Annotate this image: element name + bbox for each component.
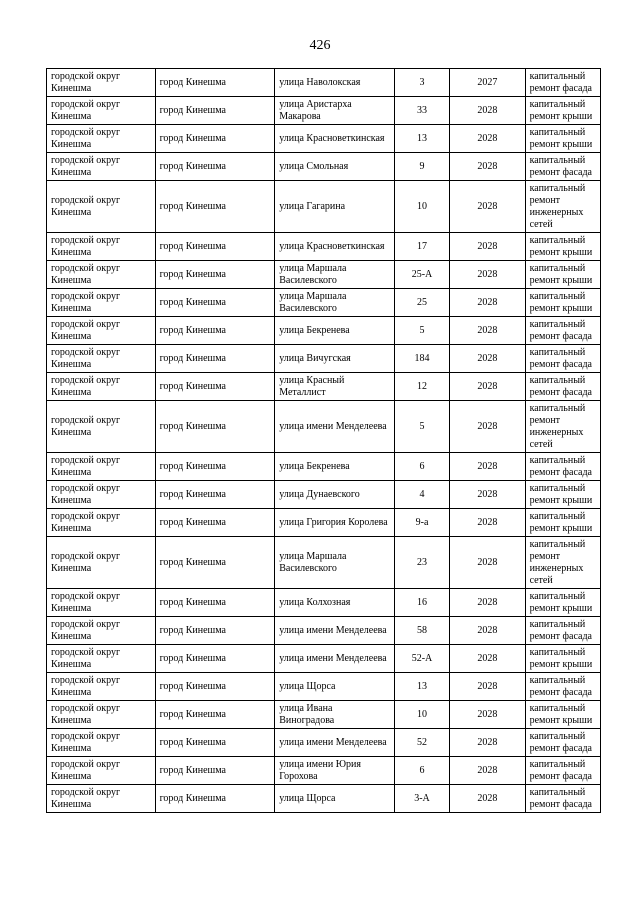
cell-house-number: 10 xyxy=(394,701,449,729)
cell-street: улица Гагарина xyxy=(275,181,395,233)
cell-settlement: город Кинешма xyxy=(155,401,275,453)
cell-settlement: город Кинешма xyxy=(155,289,275,317)
cell-municipality: городской округ Кинешма xyxy=(47,401,156,453)
cell-planned-year: 2028 xyxy=(450,481,525,509)
cell-house-number: 10 xyxy=(394,181,449,233)
cell-municipality: городской округ Кинешма xyxy=(47,69,156,97)
cell-planned-year: 2028 xyxy=(450,317,525,345)
cell-work-type: капитальный ремонт фасада xyxy=(525,729,600,757)
table-row xyxy=(47,481,601,509)
cell-municipality: городской округ Кинешма xyxy=(47,345,156,373)
cell-house-number: 23 xyxy=(394,537,449,589)
cell-street: улица Бекренева xyxy=(275,453,395,481)
table-row xyxy=(47,537,601,589)
cell-settlement: город Кинешма xyxy=(155,645,275,673)
cell-settlement: город Кинешма xyxy=(155,757,275,785)
cell-street: улица Колхозная xyxy=(275,589,395,617)
cell-planned-year: 2028 xyxy=(450,729,525,757)
cell-settlement: город Кинешма xyxy=(155,345,275,373)
cell-planned-year: 2028 xyxy=(450,233,525,261)
table-row xyxy=(47,345,601,373)
cell-street: улица Вичугская xyxy=(275,345,395,373)
cell-work-type: капитальный ремонт фасада xyxy=(525,617,600,645)
cell-house-number: 58 xyxy=(394,617,449,645)
cell-house-number: 13 xyxy=(394,673,449,701)
table-row xyxy=(47,373,601,401)
cell-planned-year: 2028 xyxy=(450,701,525,729)
cell-street: улица Красный Металлист xyxy=(275,373,395,401)
cell-work-type: капитальный ремонт крыши xyxy=(525,233,600,261)
cell-municipality: городской округ Кинешма xyxy=(47,673,156,701)
cell-work-type: капитальный ремонт фасада xyxy=(525,317,600,345)
cell-work-type: капитальный ремонт фасада xyxy=(525,785,600,813)
cell-planned-year: 2028 xyxy=(450,785,525,813)
cell-street: улица Щорса xyxy=(275,785,395,813)
cell-planned-year: 2028 xyxy=(450,537,525,589)
table-row xyxy=(47,125,601,153)
table-row xyxy=(47,289,601,317)
table-row xyxy=(47,153,601,181)
cell-municipality: городской округ Кинешма xyxy=(47,729,156,757)
cell-settlement: город Кинешма xyxy=(155,373,275,401)
cell-street: улица Маршала Василевского xyxy=(275,289,395,317)
cell-work-type: капитальный ремонт фасада xyxy=(525,673,600,701)
table-row xyxy=(47,401,601,453)
table-row xyxy=(47,261,601,289)
cell-house-number: 12 xyxy=(394,373,449,401)
cell-settlement: город Кинешма xyxy=(155,153,275,181)
cell-municipality: городской округ Кинешма xyxy=(47,261,156,289)
cell-house-number: 9 xyxy=(394,153,449,181)
cell-house-number: 5 xyxy=(394,317,449,345)
cell-work-type: капитальный ремонт крыши xyxy=(525,289,600,317)
cell-settlement: город Кинешма xyxy=(155,181,275,233)
cell-municipality: городской округ Кинешма xyxy=(47,153,156,181)
cell-work-type: капитальный ремонт крыши xyxy=(525,97,600,125)
cell-work-type: капитальный ремонт крыши xyxy=(525,701,600,729)
cell-street: улица Наволокская xyxy=(275,69,395,97)
cell-street: улица имени Менделеева xyxy=(275,401,395,453)
cell-municipality: городской округ Кинешма xyxy=(47,317,156,345)
cell-planned-year: 2028 xyxy=(450,153,525,181)
cell-municipality: городской округ Кинешма xyxy=(47,701,156,729)
cell-settlement: город Кинешма xyxy=(155,453,275,481)
cell-work-type: капитальный ремонт фасада xyxy=(525,757,600,785)
cell-house-number: 5 xyxy=(394,401,449,453)
cell-house-number: 184 xyxy=(394,345,449,373)
cell-settlement: город Кинешма xyxy=(155,673,275,701)
cell-work-type: капитальный ремонт фасада xyxy=(525,453,600,481)
table-row xyxy=(47,317,601,345)
cell-street: улица Красноветкинская xyxy=(275,125,395,153)
cell-house-number: 13 xyxy=(394,125,449,153)
cell-municipality: городской округ Кинешма xyxy=(47,785,156,813)
table-row xyxy=(47,701,601,729)
cell-house-number: 33 xyxy=(394,97,449,125)
cell-house-number: 4 xyxy=(394,481,449,509)
cell-house-number: 52-А xyxy=(394,645,449,673)
cell-work-type: капитальный ремонт крыши xyxy=(525,481,600,509)
cell-planned-year: 2028 xyxy=(450,757,525,785)
cell-house-number: 25-А xyxy=(394,261,449,289)
cell-street: улица имени Менделеева xyxy=(275,729,395,757)
cell-street: улица Григория Королева xyxy=(275,509,395,537)
table-row xyxy=(47,233,601,261)
table-row xyxy=(47,785,601,813)
cell-municipality: городской округ Кинешма xyxy=(47,589,156,617)
cell-house-number: 52 xyxy=(394,729,449,757)
cell-settlement: город Кинешма xyxy=(155,701,275,729)
cell-municipality: городской округ Кинешма xyxy=(47,509,156,537)
cell-work-type: капитальный ремонт крыши xyxy=(525,261,600,289)
cell-municipality: городской округ Кинешма xyxy=(47,453,156,481)
table-row xyxy=(47,181,601,233)
cell-house-number: 6 xyxy=(394,453,449,481)
cell-planned-year: 2028 xyxy=(450,589,525,617)
table-row xyxy=(47,673,601,701)
cell-municipality: городской округ Кинешма xyxy=(47,373,156,401)
cell-house-number: 17 xyxy=(394,233,449,261)
cell-settlement: город Кинешма xyxy=(155,317,275,345)
table-row xyxy=(47,757,601,785)
cell-settlement: город Кинешма xyxy=(155,233,275,261)
cell-municipality: городской округ Кинешма xyxy=(47,645,156,673)
cell-municipality: городской округ Кинешма xyxy=(47,233,156,261)
cell-planned-year: 2027 xyxy=(450,69,525,97)
cell-work-type: капитальный ремонт крыши xyxy=(525,645,600,673)
repair-schedule-table xyxy=(46,68,601,813)
table-row xyxy=(47,617,601,645)
cell-work-type: капитальный ремонт фасада xyxy=(525,373,600,401)
cell-house-number: 25 xyxy=(394,289,449,317)
cell-settlement: город Кинешма xyxy=(155,729,275,757)
cell-planned-year: 2028 xyxy=(450,181,525,233)
cell-work-type: капитальный ремонт фасада xyxy=(525,345,600,373)
cell-settlement: город Кинешма xyxy=(155,125,275,153)
cell-work-type: капитальный ремонт фасада xyxy=(525,69,600,97)
cell-street: улица Дунаевского xyxy=(275,481,395,509)
cell-house-number: 16 xyxy=(394,589,449,617)
table-body xyxy=(47,69,601,813)
cell-settlement: город Кинешма xyxy=(155,97,275,125)
cell-settlement: город Кинешма xyxy=(155,537,275,589)
cell-planned-year: 2028 xyxy=(450,261,525,289)
cell-street: улица Маршала Василевского xyxy=(275,537,395,589)
cell-house-number: 6 xyxy=(394,757,449,785)
table-row xyxy=(47,509,601,537)
cell-planned-year: 2028 xyxy=(450,345,525,373)
cell-planned-year: 2028 xyxy=(450,125,525,153)
table-row xyxy=(47,69,601,97)
cell-planned-year: 2028 xyxy=(450,289,525,317)
cell-street: улица Красноветкинская xyxy=(275,233,395,261)
cell-street: улица Бекренева xyxy=(275,317,395,345)
cell-house-number: 3-А xyxy=(394,785,449,813)
table-row xyxy=(47,645,601,673)
cell-settlement: город Кинешма xyxy=(155,509,275,537)
cell-settlement: город Кинешма xyxy=(155,785,275,813)
cell-settlement: город Кинешма xyxy=(155,481,275,509)
cell-municipality: городской округ Кинешма xyxy=(47,125,156,153)
cell-settlement: город Кинешма xyxy=(155,617,275,645)
cell-municipality: городской округ Кинешма xyxy=(47,289,156,317)
cell-work-type: капитальный ремонт крыши xyxy=(525,509,600,537)
cell-street: улица Щорса xyxy=(275,673,395,701)
cell-planned-year: 2028 xyxy=(450,617,525,645)
cell-settlement: город Кинешма xyxy=(155,589,275,617)
cell-house-number: 3 xyxy=(394,69,449,97)
cell-municipality: городской округ Кинешма xyxy=(47,757,156,785)
table-row xyxy=(47,729,601,757)
cell-settlement: город Кинешма xyxy=(155,69,275,97)
table-row xyxy=(47,97,601,125)
cell-planned-year: 2028 xyxy=(450,645,525,673)
table-row xyxy=(47,453,601,481)
table-row xyxy=(47,589,601,617)
cell-work-type: капитальный ремонт инженерных сетей xyxy=(525,537,600,589)
cell-street: улица имени Менделеева xyxy=(275,645,395,673)
cell-municipality: городской округ Кинешма xyxy=(47,181,156,233)
cell-work-type: капитальный ремонт инженерных сетей xyxy=(525,181,600,233)
cell-street: улица Ивана Виноградова xyxy=(275,701,395,729)
cell-work-type: капитальный ремонт фасада xyxy=(525,153,600,181)
cell-settlement: город Кинешма xyxy=(155,261,275,289)
cell-street: улица Маршала Василевского xyxy=(275,261,395,289)
cell-street: улица Аристарха Макарова xyxy=(275,97,395,125)
cell-work-type: капитальный ремонт инженерных сетей xyxy=(525,401,600,453)
cell-municipality: городской округ Кинешма xyxy=(47,481,156,509)
cell-municipality: городской округ Кинешма xyxy=(47,97,156,125)
page-number: 426 xyxy=(309,38,331,53)
cell-planned-year: 2028 xyxy=(450,509,525,537)
cell-street: улица имени Менделеева xyxy=(275,617,395,645)
cell-street: улица имени Юрия Горохова xyxy=(275,757,395,785)
cell-work-type: капитальный ремонт крыши xyxy=(525,125,600,153)
cell-planned-year: 2028 xyxy=(450,373,525,401)
cell-street: улица Смольная xyxy=(275,153,395,181)
cell-planned-year: 2028 xyxy=(450,453,525,481)
cell-municipality: городской округ Кинешма xyxy=(47,537,156,589)
cell-planned-year: 2028 xyxy=(450,97,525,125)
cell-house-number: 9-а xyxy=(394,509,449,537)
cell-planned-year: 2028 xyxy=(450,673,525,701)
cell-municipality: городской округ Кинешма xyxy=(47,617,156,645)
cell-planned-year: 2028 xyxy=(450,401,525,453)
cell-work-type: капитальный ремонт крыши xyxy=(525,589,600,617)
